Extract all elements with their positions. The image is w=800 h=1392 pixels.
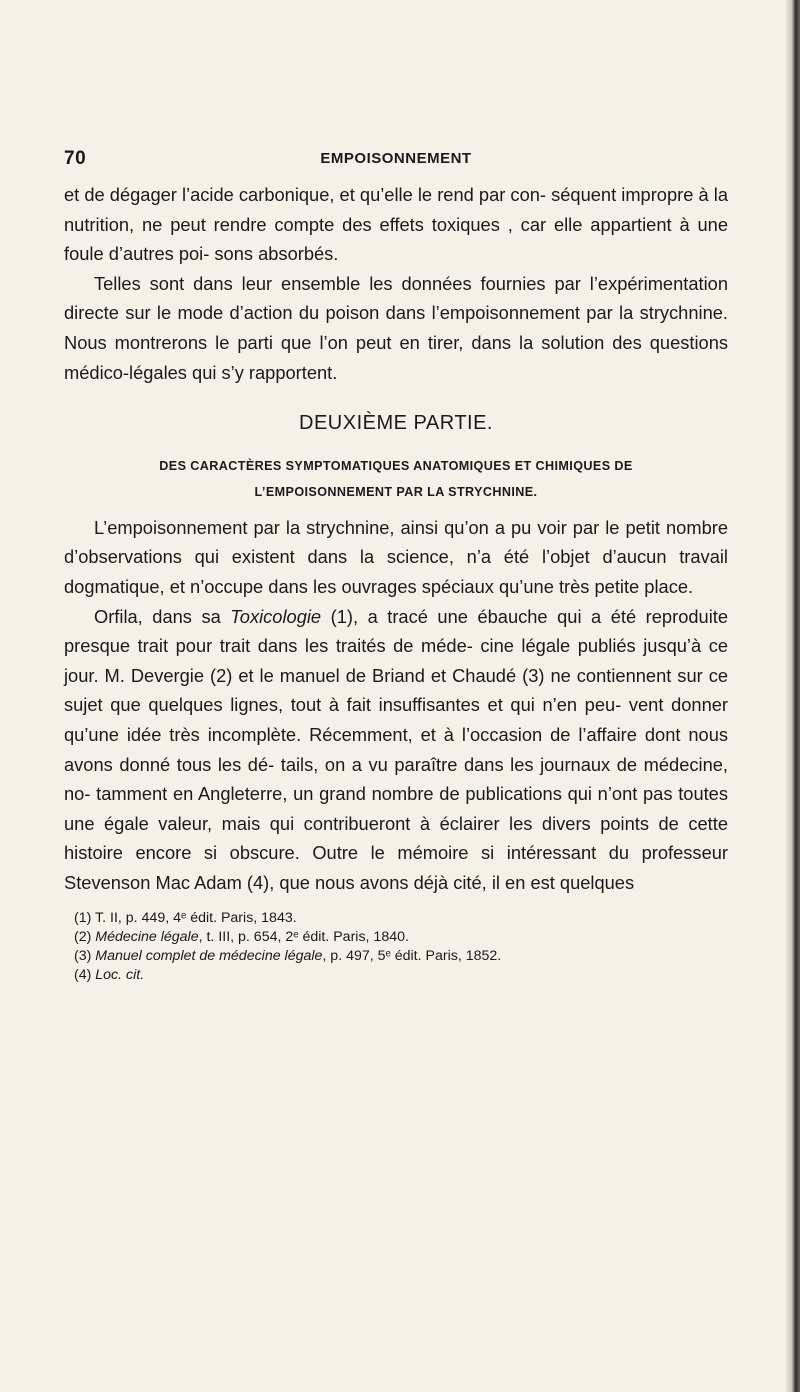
running-head [64,148,728,174]
paragraph-4 [64,602,728,898]
footnote-2-mark: (2) [74,929,96,946]
paragraph-3: L’empoisonnement par la strychnine, ainsi qu’on a pu voir par le petit nombre d’observations qui existent dans la science, n’a été l’objet d’aucun travail dogmatique, et n’occupe dans les ouvrages spéciaux qu’une très petite place. [64,516,728,597]
footnote-2 [64,928,728,947]
page-edge-shadow [786,0,800,1392]
paragraph-1: et de dégager l’acide carbonique, et qu’elle le rend par con- séquent impropre à la nutrition, ne peut rendre compte des effets toxiques , car elle appartient à une foule d’autres poi- sons absorbés. [64,184,728,265]
footnote-2-title: Médecine légale [95,929,199,946]
paragraph-4-start: Orfila, dans sa [94,605,231,627]
footnote-1: (1) T. II, p. 449, 4ᵉ édit. Paris, 1843. [74,910,297,927]
body-text [64,180,728,897]
book-page [64,148,728,985]
footnote-2-rest: , t. III, p. 654, 2ᵉ édit. Paris, 1840. [198,929,409,946]
section-heading [64,453,728,505]
paragraph-2: Telles sont dans leur ensemble les données fournies par l’expérimentation directe sur le mode d’action du poison dans l’empoisonnement par la strychnine. Nous montrerons le parti que l’on peut en tirer, dans la solution des questions médico-légales qui s’y rapportent. [64,272,728,383]
footnote-4-title: Loc. cit. [95,967,145,984]
page-number: 70 [64,148,87,169]
footnote-4 [64,966,728,985]
footnote-3-title: Manuel complet de médecine légale [95,948,323,965]
part-heading: DEUXIÈME PARTIE. [299,412,493,435]
footnotes [64,909,728,985]
section-heading-line-1: DES CARACTÈRES SYMPTOMATIQUES ANATOMIQUES ET CHIMIQUES DE [159,458,633,473]
footnote-4-mark: (4) [74,967,96,984]
footnote-3-mark: (3) [74,948,96,965]
paragraph-4-rest: (1), a tracé une ébauche qui a été reproduite presque trait pour trait dans les traités de méde- cine légale publiés jusqu’à ce jour. M. Devergie (2) et le manuel de Briand et Chaudé (3) ne contiennent sur ce sujet que quelques lignes, tout à fait insuffisantes et qui n’en peu- vent donner qu’une idée très incomplète. Récemment, et à l’occasion de l’affaire dont nous avons donné tous les dé- tails, on a vu paraître dans les journaux de médecine, no- tamment en Angleterre, un grand nombre de publications qui n’ont pas toutes une égale valeur, mais qui contribueront à éclairer les divers points de cette histoire encore si obscure. Outre le mémoire si intéressant du professeur Stevenson Mac Adam (4), que nous avons déjà cité, il en est quelques [64,605,728,893]
footnote-3 [64,947,728,966]
footnote-3-rest: , p. 497, 5ᵉ édit. Paris, 1852. [322,948,502,965]
running-title: EMPOISONNEMENT [320,150,472,167]
book-title-toxicologie: Toxicologie [230,605,322,627]
section-heading-line-2: L’EMPOISONNEMENT PAR LA STRYCHNINE. [254,484,538,499]
